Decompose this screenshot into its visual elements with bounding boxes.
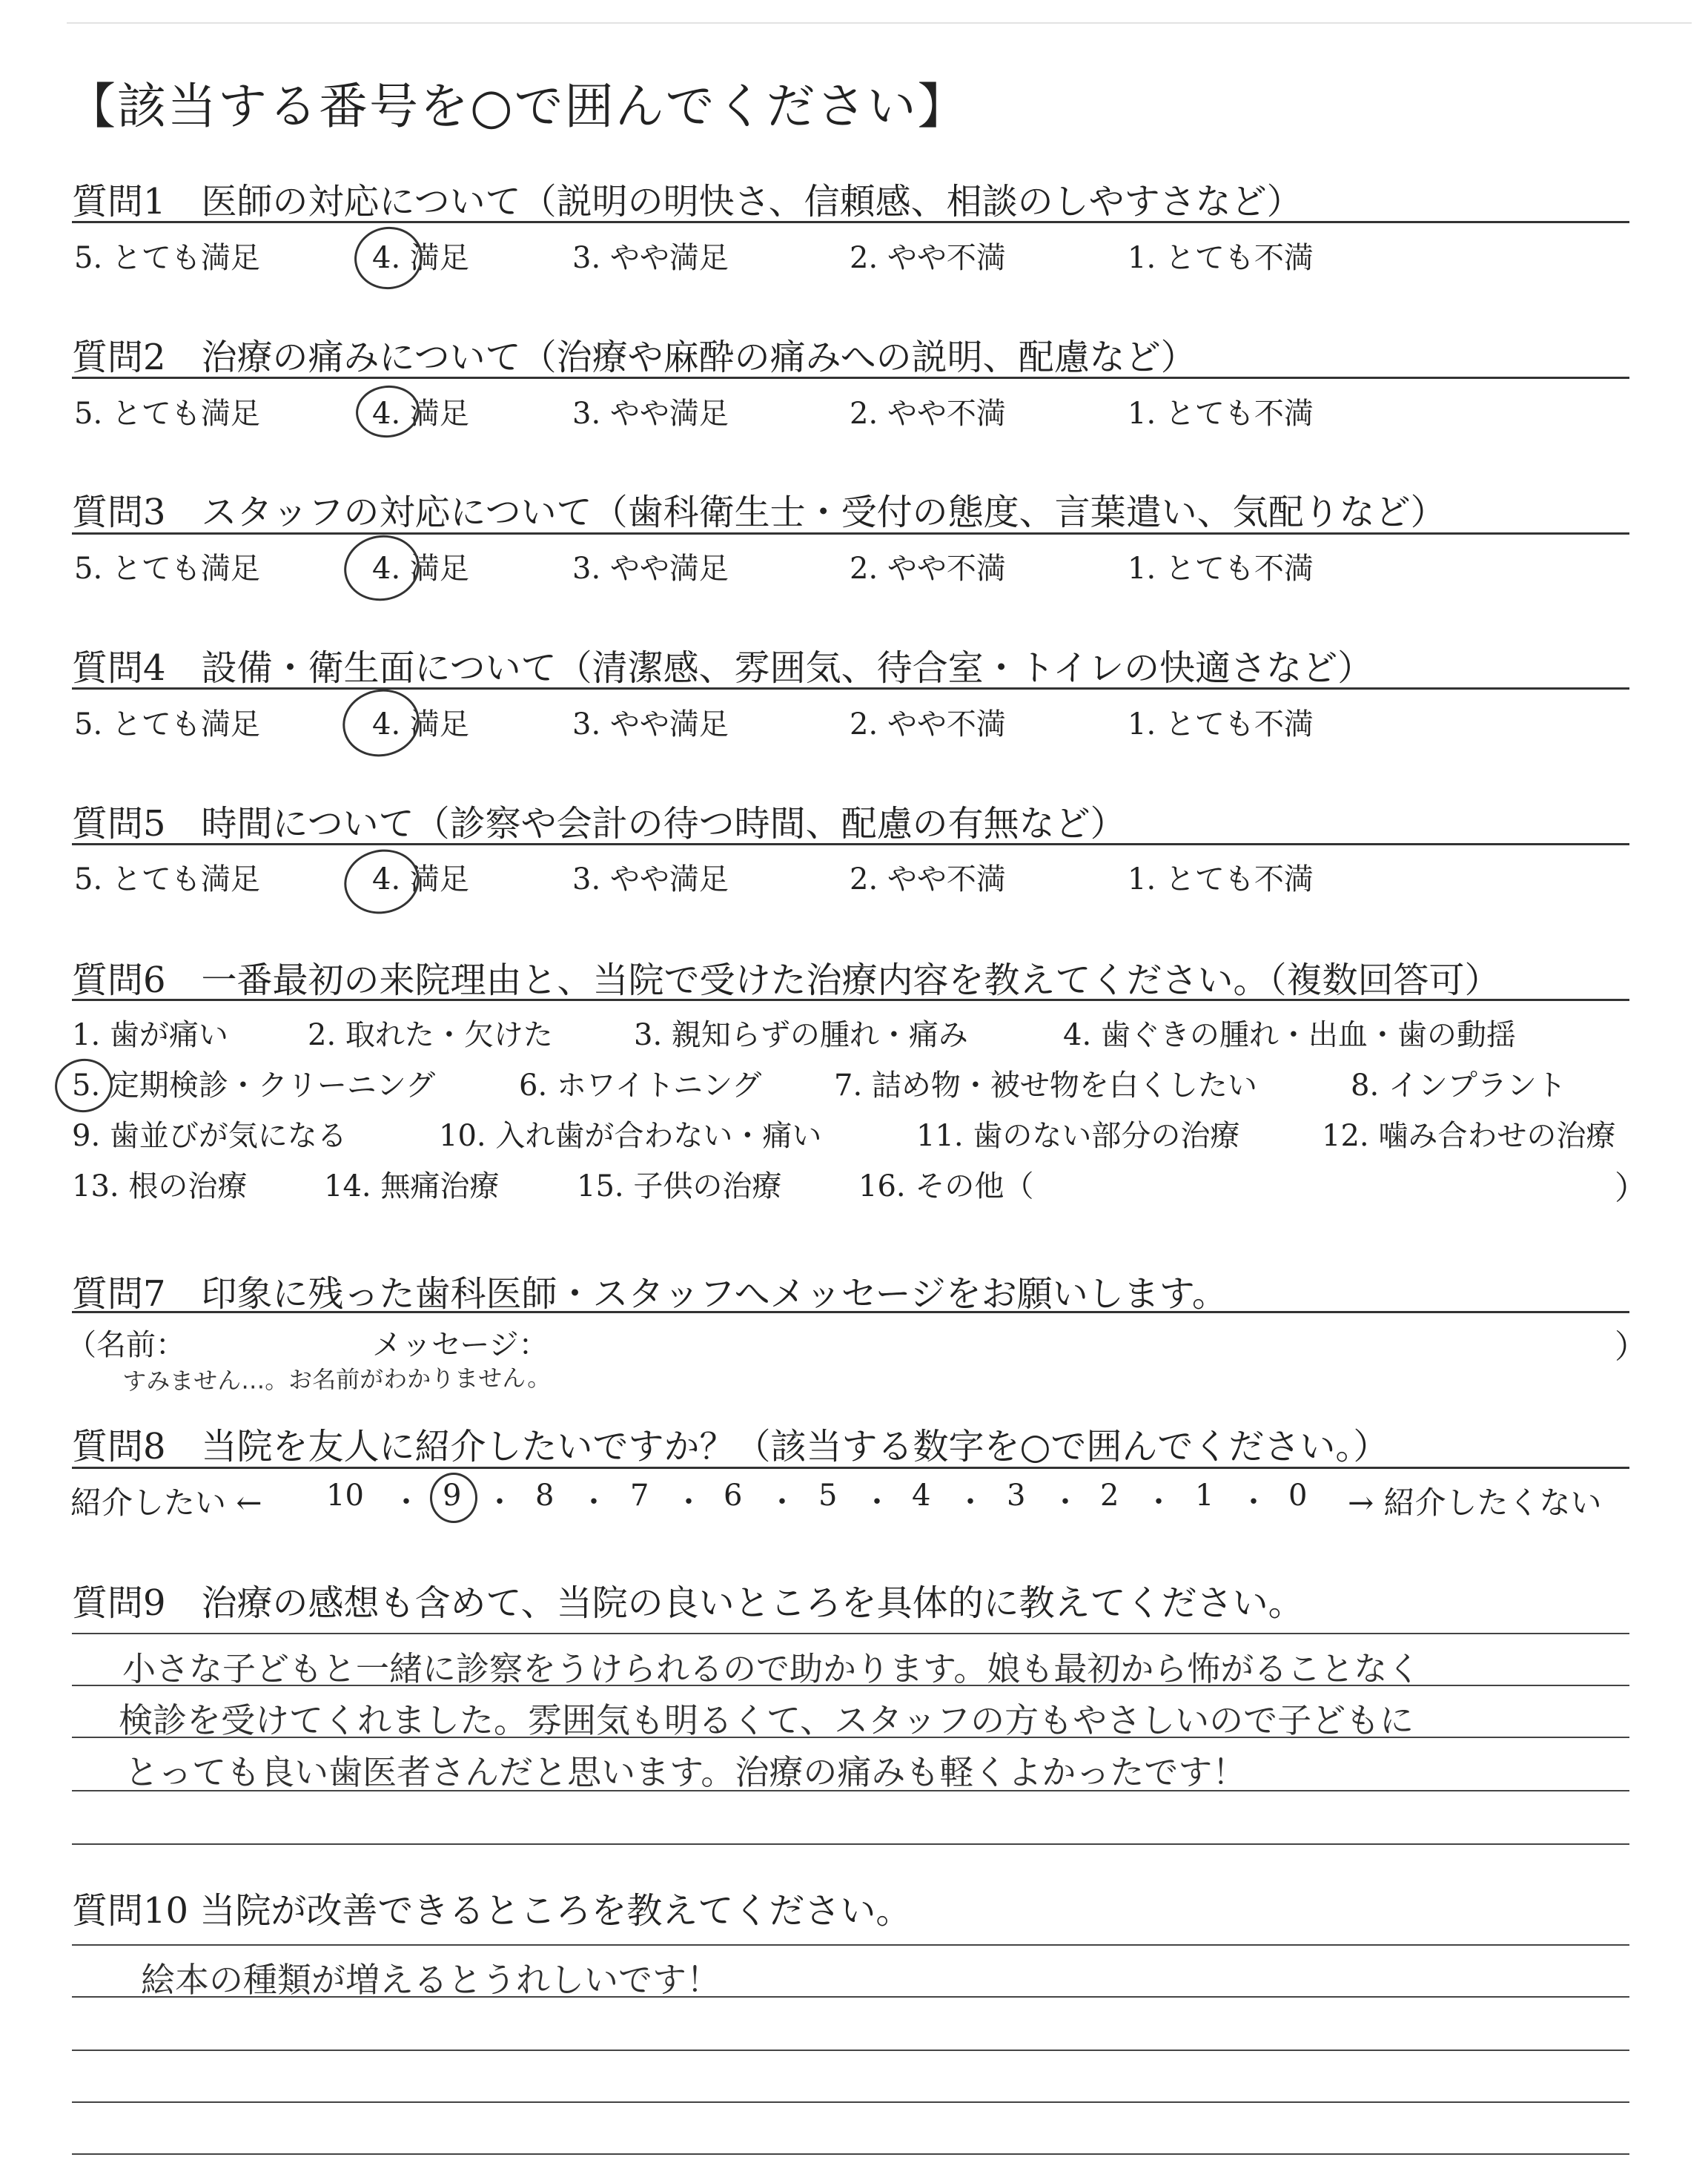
q5-option-2[interactable]: 2. やや不満	[850, 862, 1006, 896]
q3-option-4[interactable]: 4. 満足	[372, 552, 469, 586]
q10-answer: 絵本の種類が増えるとうれしいです！	[141, 1960, 721, 2000]
q8-number-9[interactable]: 9	[443, 1479, 462, 1513]
q6-option-4[interactable]: 4. 歯ぐきの腫れ・出血・歯の動揺	[1063, 1018, 1516, 1052]
q4-option-5[interactable]: 5. とても満足	[74, 707, 260, 742]
question-3-rule	[72, 532, 1629, 535]
question-8-title: 質問8 当院を友人に紹介したいですか？（該当する数字を○で囲んでください。）	[72, 1426, 1389, 1467]
question-10-title: 質問10 当院が改善できるところを教えてください。	[72, 1890, 912, 1932]
q8-number-10[interactable]: 10	[326, 1479, 364, 1513]
q6-option-5[interactable]: 5. 定期検診・クリーニング	[72, 1069, 436, 1103]
q5-option-5[interactable]: 5. とても満足	[74, 862, 260, 896]
q8-separator: ・	[579, 1485, 609, 1519]
q8-number-1[interactable]: 1	[1195, 1479, 1214, 1513]
question-5-title: 質問5 時間について（診察や会計の待つ時間、配慮の有無など）	[72, 803, 1126, 845]
instruction-header: 【該当する番号を○で囲んでください】	[67, 78, 968, 135]
q2-option-4[interactable]: 4. 満足	[372, 397, 469, 431]
q9-answer-line-1: 小さな子どもと一緒に診察をうけられるので助かります。娘も最初から怖がることなく	[122, 1649, 1421, 1688]
q4-option-2[interactable]: 2. やや不満	[850, 707, 1006, 742]
q8-separator: ・	[1239, 1485, 1268, 1519]
q4-option-4[interactable]: 4. 満足	[372, 707, 469, 742]
q7-close-paren: ）	[1615, 1328, 1647, 1366]
question-1-title: 質問1 医師の対応について（説明の明快さ、信頼感、相談のしやすさなど）	[72, 181, 1302, 222]
q6-option-12[interactable]: 12. 噛み合わせの治療	[1322, 1119, 1616, 1153]
q3-option-5[interactable]: 5. とても満足	[74, 552, 260, 586]
q6-option-16[interactable]: 16. その他（	[858, 1169, 1034, 1203]
q4-option-3[interactable]: 3. やや満足	[572, 707, 729, 742]
question-5-rule	[72, 843, 1629, 845]
q9-answer-line-2: 検診を受けてくれました。雰囲気も明るくて、スタッフの方もやさしいので子どもに	[119, 1700, 1414, 1740]
q1-option-2[interactable]: 2. やや不満	[850, 241, 1006, 275]
q8-number-4[interactable]: 4	[912, 1479, 931, 1513]
q10-writing-line	[72, 2153, 1629, 2155]
question-7-title: 質問7 印象に残った歯科医師・スタッフへメッセージをお願いします。	[72, 1273, 1228, 1315]
q7-message-label: メッセージ：	[372, 1328, 549, 1362]
q6-option-9[interactable]: 9. 歯並びが気になる	[72, 1119, 347, 1153]
q8-right-label: → 紹介したくない	[1348, 1484, 1602, 1521]
q6-option-10[interactable]: 10. 入れ歯が合わない・痛い	[439, 1119, 822, 1153]
q5-option-1[interactable]: 1. とても不満	[1128, 862, 1314, 896]
q8-separator: ・	[1144, 1485, 1174, 1519]
q6-option-3[interactable]: 3. 親知らずの腫れ・痛み	[634, 1018, 968, 1052]
q4-answer-circle	[337, 682, 426, 764]
q1-option-4[interactable]: 4. 満足	[372, 241, 469, 275]
q8-separator: ・	[1050, 1485, 1080, 1519]
q8-separator: ・	[862, 1485, 892, 1519]
question-2-rule	[72, 377, 1629, 379]
q8-number-6[interactable]: 6	[724, 1479, 743, 1513]
page-edge	[67, 22, 1692, 24]
q6-option-6[interactable]: 6. ホワイトニング	[519, 1069, 762, 1103]
q9-answer-line-3: とっても良い歯医者さんだと思います。治療の痛みも軽くよかったです！	[125, 1752, 1247, 1792]
question-2-title: 質問2 治療の痛みについて（治療や麻酔の痛みへの説明、配慮など）	[72, 337, 1196, 378]
q9-writing-line	[72, 1843, 1629, 1845]
q8-separator: ・	[956, 1485, 985, 1519]
q10-writing-line	[72, 1944, 1629, 1946]
q5-option-3[interactable]: 3. やや満足	[572, 862, 729, 896]
q6-option-7[interactable]: 7. 詰め物・被せ物を白くしたい	[834, 1069, 1257, 1103]
q1-answer-circle	[351, 222, 427, 294]
q8-number-0[interactable]: 0	[1288, 1479, 1308, 1513]
q7-handwritten-note: すみません…。お名前がわかりません。	[122, 1363, 552, 1396]
q10-writing-line	[72, 2101, 1629, 2103]
q8-left-label: 紹介したい ←	[70, 1484, 262, 1521]
q1-option-5[interactable]: 5. とても満足	[74, 241, 260, 275]
q2-option-5[interactable]: 5. とても満足	[74, 397, 260, 431]
q6-other-close-paren: ）	[1615, 1169, 1647, 1207]
q10-writing-line	[72, 2050, 1629, 2051]
q9-writing-line	[72, 1633, 1629, 1634]
question-1-rule	[72, 221, 1629, 223]
question-7-rule	[72, 1311, 1629, 1313]
q3-option-2[interactable]: 2. やや不満	[850, 552, 1006, 586]
question-6-rule	[72, 999, 1629, 1001]
question-3-title: 質問3 スタッフの対応について（歯科衛生士・受付の態度、言葉遣い、気配りなど）	[72, 492, 1446, 533]
question-9-title: 質問9 治療の感想も含めて、当院の良いところを具体的に教えてください。	[72, 1582, 1304, 1624]
q6-option-11[interactable]: 11. 歯のない部分の治療	[916, 1119, 1240, 1153]
q8-separator: ・	[485, 1485, 514, 1519]
q6-option-13[interactable]: 13. 根の治療	[72, 1169, 248, 1203]
q1-option-1[interactable]: 1. とても不満	[1128, 241, 1314, 275]
q2-option-1[interactable]: 1. とても不満	[1128, 397, 1314, 431]
q8-separator: ・	[674, 1485, 704, 1519]
q6-option-15[interactable]: 15. 子供の治療	[577, 1169, 782, 1203]
q8-answer-circle	[430, 1473, 477, 1523]
q8-number-7[interactable]: 7	[630, 1479, 649, 1513]
q2-option-3[interactable]: 3. やや満足	[572, 397, 729, 431]
question-8-rule	[72, 1467, 1629, 1469]
question-4-title: 質問4 設備・衛生面について（清潔感、雰囲気、待合室・トイレの快適さなど）	[72, 647, 1374, 689]
q5-option-4[interactable]: 4. 満足	[372, 862, 469, 896]
q5-answer-circle	[338, 842, 426, 920]
q6-option-1[interactable]: 1. 歯が痛い	[72, 1018, 228, 1052]
question-4-rule	[72, 687, 1629, 690]
q1-option-3[interactable]: 3. やや満足	[572, 241, 729, 275]
question-6-title: 質問6 一番最初の来院理由と、当院で受けた治療内容を教えてください。（複数回答可）	[72, 960, 1500, 1001]
q3-option-3[interactable]: 3. やや満足	[572, 552, 729, 586]
q8-separator: ・	[391, 1485, 421, 1519]
q6-option-14[interactable]: 14. 無痛治療	[324, 1169, 500, 1203]
q8-number-3[interactable]: 3	[1007, 1479, 1026, 1513]
q8-number-2[interactable]: 2	[1100, 1479, 1119, 1513]
q4-option-1[interactable]: 1. とても不満	[1128, 707, 1314, 742]
q7-name-label: （名前：	[67, 1328, 185, 1362]
q6-option-2[interactable]: 2. 取れた・欠けた	[308, 1018, 553, 1052]
q8-number-5[interactable]: 5	[818, 1479, 838, 1513]
q3-answer-circle	[339, 529, 425, 607]
q6-option-8[interactable]: 8. インプラント	[1351, 1069, 1566, 1103]
q3-option-1[interactable]: 1. とても不満	[1128, 552, 1314, 586]
q8-number-8[interactable]: 8	[535, 1479, 555, 1513]
q8-separator: ・	[767, 1485, 797, 1519]
q2-option-2[interactable]: 2. やや不満	[850, 397, 1006, 431]
